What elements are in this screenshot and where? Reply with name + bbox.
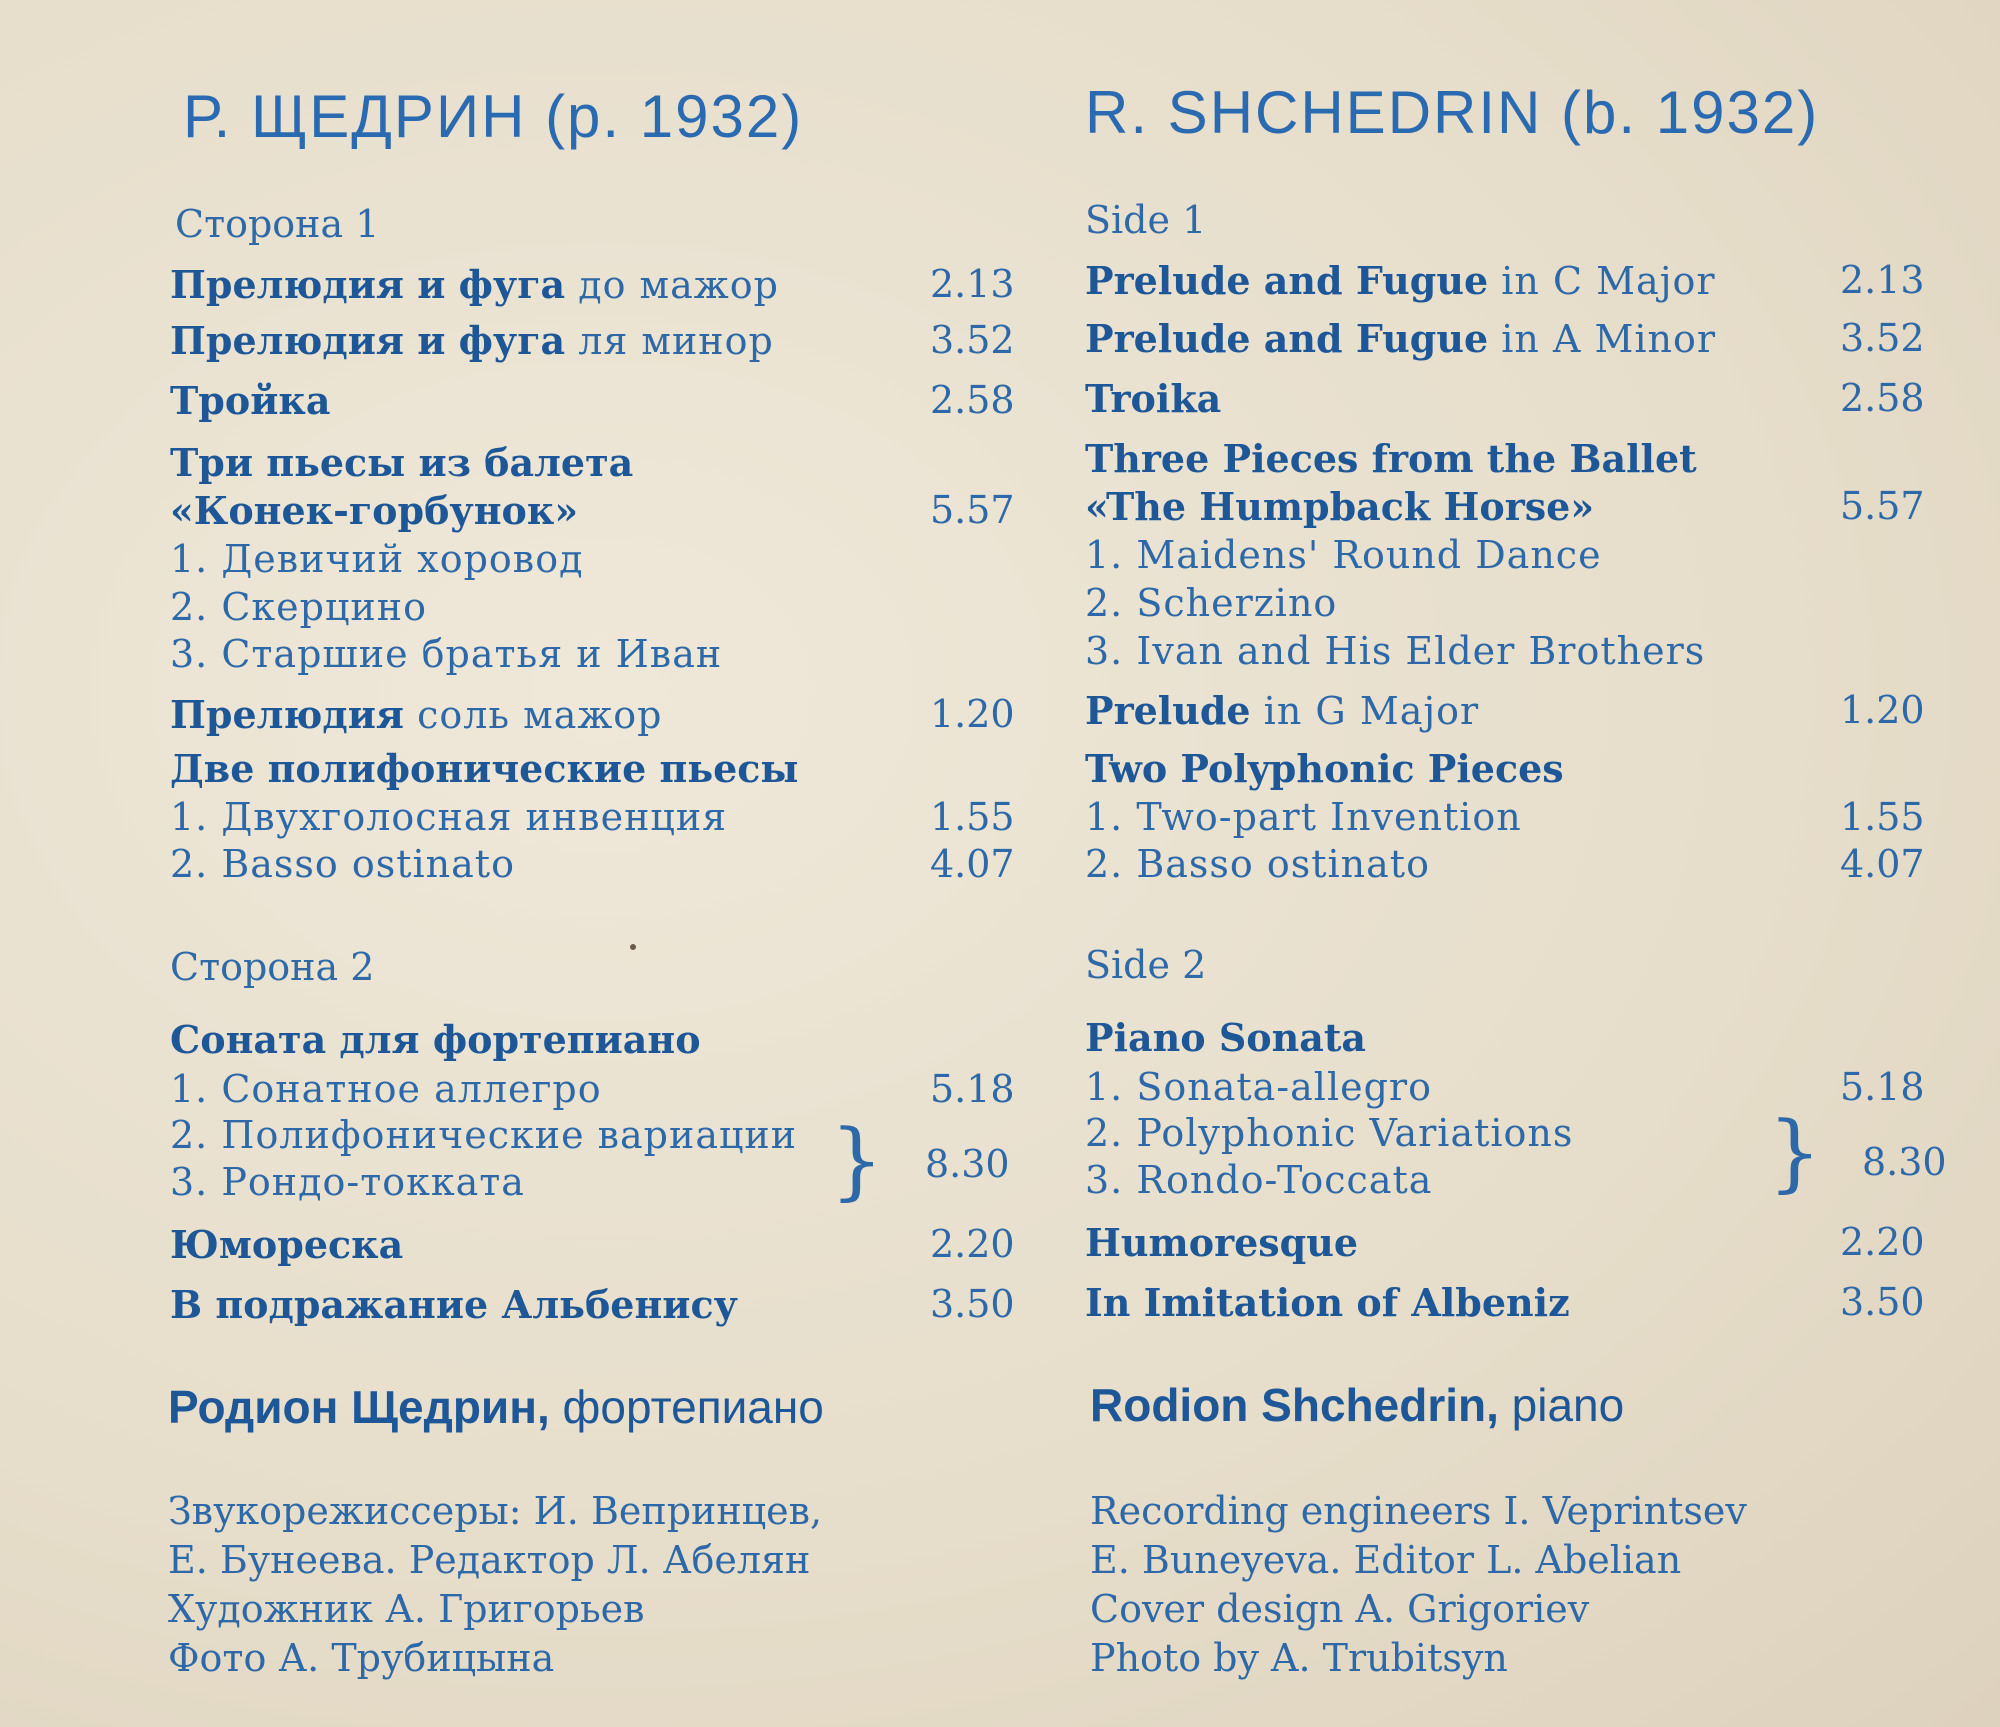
track-duration: 4.07 (930, 842, 1015, 886)
ru-performer-name: Родион Щедрин, (168, 1381, 550, 1433)
track-row (170, 378, 330, 423)
track-title: Прелюдия и фуга (170, 318, 566, 363)
track-duration: 1.20 (930, 692, 1015, 736)
track-title: Соната для фортепиано (170, 1017, 701, 1062)
track-duration: 2.20 (930, 1222, 1015, 1266)
track-row (1085, 1158, 1432, 1202)
track-detail: 1. Двухголосная инвенция (170, 795, 728, 839)
track-title: «Конек-горбунок» (170, 488, 579, 533)
track-title: In Imitation of Albeniz (1085, 1280, 1570, 1325)
track-row (170, 318, 774, 363)
track-row (170, 585, 427, 629)
track-duration: 4.07 (1840, 842, 1925, 886)
track-detail: 2. Basso ostinato (1085, 842, 1430, 886)
track-duration: 3.52 (930, 318, 1015, 362)
track-duration: 2.58 (1840, 376, 1925, 420)
track-title: Тройка (170, 378, 331, 423)
track-row (1085, 581, 1337, 625)
track-row (170, 488, 578, 533)
credit-line: Художник А. Григорьев (168, 1587, 645, 1631)
track-detail: 2. Скерцино (170, 585, 427, 629)
track-row (170, 1067, 602, 1111)
track-duration: 2.13 (1840, 258, 1925, 302)
en-performer-name: Rodion Shchedrin, (1090, 1379, 1499, 1431)
track-row (170, 537, 583, 581)
track-title: Piano Sonata (1085, 1015, 1367, 1060)
track-title: Prelude and Fugue (1085, 258, 1489, 303)
track-detail: до мажор (565, 263, 779, 307)
ru-performer-role: фортепиано (549, 1381, 824, 1433)
track-duration: 1.20 (1840, 688, 1925, 732)
track-detail: 3. Рондо-токката (170, 1160, 525, 1204)
track-row (1085, 1220, 1358, 1265)
track-title: Two Polyphonic Pieces (1085, 746, 1564, 791)
track-detail: in C Major (1488, 259, 1716, 303)
track-title: Prelude and Fugue (1085, 316, 1489, 361)
track-detail: in G Major (1250, 689, 1480, 733)
track-row (170, 842, 515, 886)
track-duration: 2.13 (930, 262, 1015, 306)
en-performer (1090, 1378, 1624, 1432)
track-duration: 5.18 (930, 1067, 1015, 1111)
track-duration: 5.57 (1840, 484, 1925, 528)
track-row (1085, 484, 1594, 529)
track-detail: 2. Basso ostinato (170, 842, 515, 886)
en-performer-role: piano (1498, 1379, 1625, 1431)
track-title: Три пьесы из балета (170, 440, 634, 485)
en-title: R. SHCHEDRIN (b. 1932) (1085, 79, 1820, 146)
track-title: Prelude (1085, 688, 1251, 733)
track-detail: 1. Two-part Invention (1085, 795, 1522, 839)
track-detail: 2. Polyphonic Variations (1085, 1111, 1574, 1155)
track-row (170, 692, 663, 737)
track-duration: 5.18 (1840, 1065, 1925, 1109)
track-row (170, 262, 779, 307)
track-row (1085, 376, 1221, 421)
en-brace: } (1768, 1103, 1822, 1201)
track-detail: 1. Девичий хоровод (170, 537, 584, 581)
credit-line: Е. Бунеева. Редактор Л. Абелян (168, 1538, 811, 1582)
track-title: Прелюдия (170, 692, 404, 737)
track-row (170, 1222, 403, 1267)
track-detail: соль мажор (403, 693, 663, 737)
track-detail: 3. Rondo-Toccata (1085, 1158, 1433, 1202)
track-title: Прелюдия и фуга (170, 262, 566, 307)
track-row (170, 795, 727, 839)
track-row (170, 1113, 797, 1157)
track-detail: 1. Maidens' Round Dance (1085, 533, 1602, 577)
track-duration: 1.55 (1840, 795, 1925, 839)
ru-side-2-label: Сторона 2 (170, 945, 375, 989)
track-detail: ля минор (565, 319, 774, 363)
ru-title: Р. ЩЕДРИН (р. 1932) (183, 83, 804, 150)
track-row (1085, 316, 1716, 361)
track-detail: 2. Полифонические вариации (170, 1113, 798, 1157)
track-duration: 3.50 (930, 1282, 1015, 1326)
credit-line: Фото А. Трубицына (168, 1636, 555, 1680)
track-title: Юмореска (170, 1222, 404, 1267)
speck (630, 944, 636, 950)
track-title: Troika (1085, 376, 1222, 421)
track-row (170, 746, 799, 791)
ru-brace: } (830, 1111, 884, 1209)
credit-line: Cover design A. Grigoriev (1090, 1587, 1590, 1631)
track-row (1085, 436, 1697, 481)
track-row (1085, 795, 1522, 839)
track-detail: 3. Ivan and His Elder Brothers (1085, 629, 1706, 673)
track-row (1085, 1015, 1366, 1060)
credit-line: Звукорежиссеры: И. Вепринцев, (168, 1489, 823, 1533)
credit-line: Photo by A. Trubitsyn (1090, 1636, 1508, 1680)
track-row (1085, 746, 1564, 791)
track-title: Humoresque (1085, 1220, 1359, 1265)
ru-group-time: 8.30 (925, 1142, 1010, 1186)
credit-line: E. Buneyeva. Editor L. Abelian (1090, 1538, 1682, 1582)
track-detail: 2. Scherzino (1085, 581, 1338, 625)
track-duration: 3.52 (1840, 316, 1925, 360)
en-side-2-label: Side 2 (1085, 943, 1207, 987)
track-title: Две полифонические пьесы (170, 746, 799, 791)
track-detail: in A Minor (1488, 317, 1717, 361)
track-row (170, 1282, 738, 1327)
en-group-time: 8.30 (1862, 1140, 1947, 1184)
track-row (1085, 688, 1479, 733)
track-detail: 3. Старшие братья и Иван (170, 632, 723, 676)
track-duration: 1.55 (930, 795, 1015, 839)
track-detail: 1. Сонатное аллегро (170, 1067, 602, 1111)
track-duration: 3.50 (1840, 1280, 1925, 1324)
track-row (170, 1017, 701, 1062)
track-row (1085, 533, 1602, 577)
track-row (1085, 258, 1716, 303)
track-row (1085, 1280, 1570, 1325)
track-row (170, 632, 722, 676)
track-row (1085, 1111, 1573, 1155)
track-row (1085, 842, 1430, 886)
english-column (1040, 0, 2000, 1727)
track-row (1085, 629, 1705, 673)
track-title: В подражание Альбенису (170, 1282, 738, 1327)
credit-line: Recording engineers I. Veprintsev (1090, 1489, 1747, 1533)
track-row (170, 1160, 525, 1204)
track-duration: 2.20 (1840, 1220, 1925, 1264)
ru-side-1-label: Сторона 1 (175, 202, 380, 246)
track-duration: 2.58 (930, 378, 1015, 422)
ru-performer (168, 1380, 824, 1434)
track-row (1085, 1065, 1432, 1109)
en-side-1-label: Side 1 (1085, 198, 1207, 242)
track-title: «The Humpback Horse» (1085, 484, 1595, 529)
track-detail: 1. Sonata-allegro (1085, 1065, 1432, 1109)
track-duration: 5.57 (930, 488, 1015, 532)
track-title: Three Pieces from the Ballet (1085, 436, 1697, 481)
track-row (170, 440, 633, 485)
